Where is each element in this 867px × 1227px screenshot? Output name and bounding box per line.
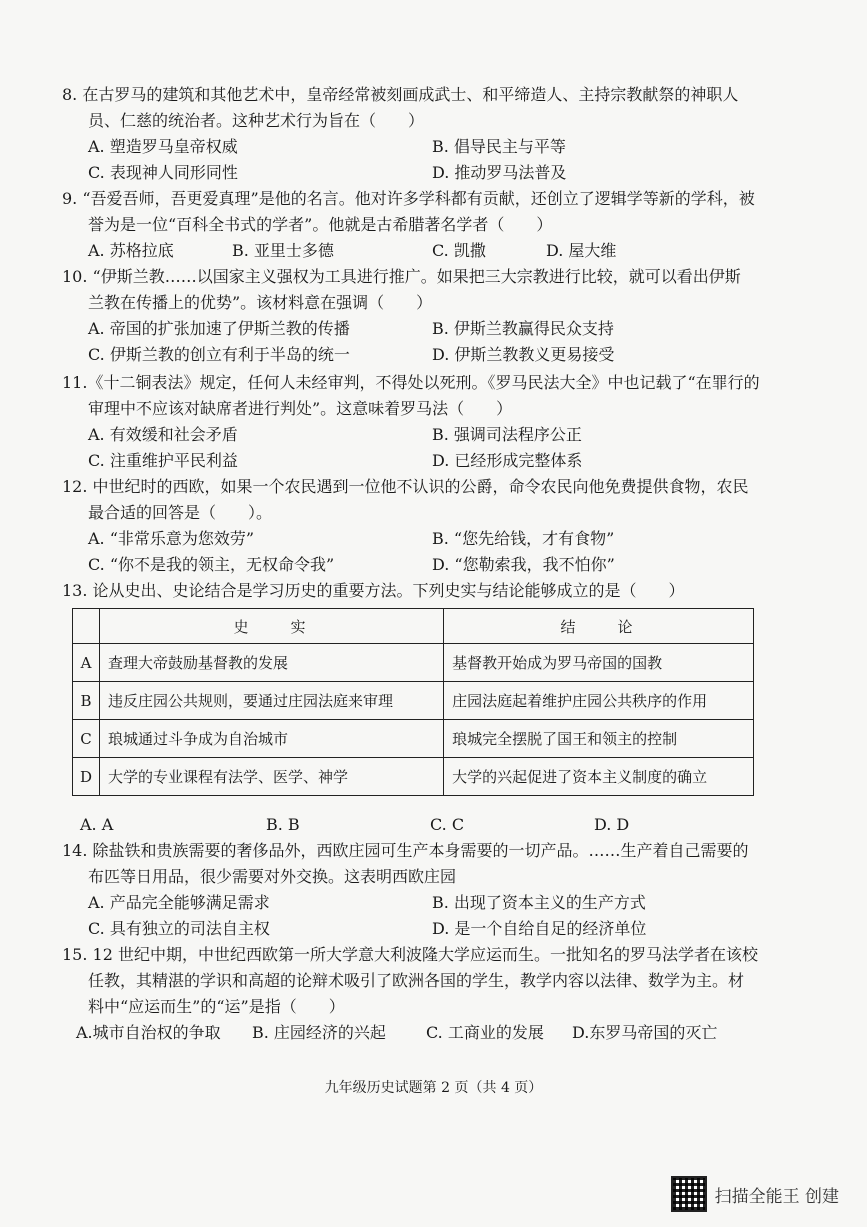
header-fact: 史 实 [100,609,444,644]
scanner-watermark [671,1176,839,1212]
table-row [73,758,754,796]
qr-code-icon [671,1176,707,1212]
table-header-row [73,609,754,644]
row-key: C [73,720,100,758]
question-9-line-1: 9. “吾爱吾师，吾更爱真理”是他的名言。他对许多学科都有贡献，还创立了逻辑学等新的学科，被 [62,189,755,208]
question-12-line-1: 12. 中世纪时的西欧，如果一个农民遇到一位他不认识的公爵，命令农民向他免费提供食物，农民 [62,477,749,496]
question-15-line-2: 任教，其精湛的学识和高超的论辩术吸引了欧洲各国的学生，教学内容以法律、数学为主。材 [88,971,745,990]
option-c: C. 凯撒 [432,241,486,260]
option-d: D.东罗马帝国的灭亡 [572,1023,718,1042]
question-12-line-2: 最合适的回答是（ ）。 [88,503,273,522]
option-a: A. 产品完全能够满足需求 [88,893,270,912]
option-a: A. 塑造罗马皇帝权威 [88,137,238,156]
question-13-stem: 13. 论从史出、史论结合是学习历史的重要方法。下列史实与结论能够成立的是（ ） [62,581,685,600]
question-9 [62,186,832,264]
question-13-options [62,812,832,838]
option-b: B. 伊斯兰教赢得民众支持 [432,319,614,338]
row-conclusion: 基督教开始成为罗马帝国的国教 [444,644,754,682]
table-row [73,644,754,682]
option-a: A. “非常乐意为您效劳” [88,529,255,548]
option-d: D. 是一个自给自足的经济单位 [432,919,647,938]
question-8-line-2: 员、仁慈的统治者。这种艺术行为旨在（ ） [88,111,425,130]
question-15-line-3: 料中“应运而生”的“运”是指（ ） [88,997,345,1016]
question-8-line-1: 8. 在古罗马的建筑和其他艺术中，皇帝经常被刻画成武士、和平缔造人、主持宗教献祭的神职人 [62,85,739,104]
question-11-line-2: 审理中不应该对缺席者进行判处”。这意味着罗马法（ ） [88,399,513,418]
question-11-line-1: 11.《十二铜表法》规定，任何人未经审判，不得处以死刑。《罗马民法大全》中也记载了“在罪行的 [62,373,760,392]
row-fact: 违反庄园公共规则，要通过庄园法庭来审理 [100,682,444,720]
option-c: C. 表现神人同形同性 [88,163,238,182]
option-d: D. 推动罗马法普及 [432,163,567,182]
option-b: B. B [266,815,300,834]
question-14-line-1: 14. 除盐铁和贵族需要的奢侈品外，西欧庄园可生产本身需要的一切产品。……生产着自己需要的 [62,841,749,860]
option-a: A. 帝国的扩张加速了伊斯兰教的传播 [88,319,350,338]
option-a: A. A [80,815,114,834]
question-8 [62,82,832,186]
question-15-line-1: 15. 12 世纪中期，中世纪西欧第一所大学意大利波隆大学应运而生。一批知名的罗马法学者在该校 [62,945,758,964]
question-12 [62,474,832,578]
option-d: D. 已经形成完整体系 [432,451,583,470]
scanner-brand-text: 扫描全能王 创建 [714,1186,839,1207]
option-b: B. 出现了资本主义的生产方式 [432,893,646,912]
option-d: D. 伊斯兰教教义更易接受 [432,345,615,364]
question-15 [62,942,832,1046]
option-c: C. 注重维护平民利益 [88,451,238,470]
option-a: A. 苏格拉底 [88,241,174,260]
option-c: C. C [430,815,465,834]
row-conclusion: 大学的兴起促进了资本主义制度的确立 [444,758,754,796]
fact-conclusion-table [72,608,754,796]
row-conclusion: 庄园法庭起着维护庄园公共秩序的作用 [444,682,754,720]
row-conclusion: 琅城完全摆脱了国王和领主的控制 [444,720,754,758]
row-fact: 查理大帝鼓励基督教的发展 [100,644,444,682]
header-conclusion: 结 论 [444,609,754,644]
question-14-line-2: 布匹等日用品，很少需要对外交换。这表明西欧庄园 [88,867,457,886]
row-key: A [73,644,100,682]
option-b: B. 倡导民主与平等 [432,137,566,156]
option-b: B. 强调司法程序公正 [432,425,582,444]
question-10-line-1: 10. “伊斯兰教……以国家主义强权为工具进行推广。如果把三大宗教进行比较，就可以看出伊斯 [62,267,741,286]
question-11 [62,370,832,474]
table-row [73,682,754,720]
question-10 [62,264,832,368]
question-13 [62,578,832,604]
option-c: C. 工商业的发展 [426,1023,544,1042]
table-row [73,720,754,758]
row-fact: 大学的专业课程有法学、医学、神学 [100,758,444,796]
option-c: C. “你不是我的领主，无权命令我” [88,555,335,574]
row-key: B [73,682,100,720]
option-d: D. 屋大维 [546,241,617,260]
question-10-line-2: 兰教在传播上的优势”。该材料意在强调（ ） [88,293,433,312]
option-d: D. “您勒索我，我不怕你” [432,555,615,574]
page-footer: 九年级历史试题第 2 页（共 4 页） [324,1080,543,1096]
question-14 [62,838,832,942]
option-c: C. 具有独立的司法自主权 [88,919,270,938]
row-key: D [73,758,100,796]
option-c: C. 伊斯兰教的创立有利于半岛的统一 [88,345,350,364]
option-d: D. D [594,815,630,834]
option-b: B. 亚里士多德 [232,241,334,260]
option-a: A. 有效缓和社会矛盾 [88,425,238,444]
row-fact: 琅城通过斗争成为自治城市 [100,720,444,758]
option-a: A.城市自治权的争取 [76,1023,221,1042]
option-b: B. “您先给钱，才有食物” [432,529,615,548]
question-9-line-2: 誉为是一位“百科全书式的学者”。他就是古希腊著名学者（ ） [88,215,553,234]
option-b: B. 庄园经济的兴起 [252,1023,386,1042]
